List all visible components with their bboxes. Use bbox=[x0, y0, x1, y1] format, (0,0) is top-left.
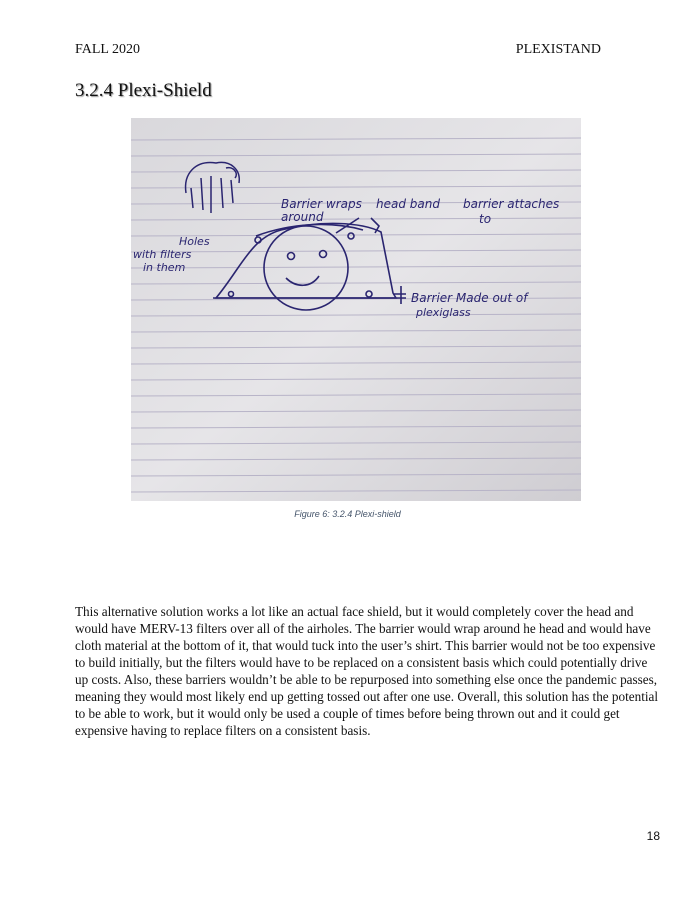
label-plexiglass: plexiglass bbox=[416, 306, 471, 319]
label-holes: Holes bbox=[179, 235, 210, 248]
label-with-filters: with filters bbox=[133, 248, 192, 261]
body-paragraph: This alternative solution works a lot like an actual face shield, but it would completely cover the head and would have MERV-13 filters over all of the airholes. The barrier would wrap around he head and would have cloth material at the bottom of it, that would tuck into the user’s shirt. This barrier would not be too expensive to build initially, but the filters would have to be replaced on a consistent basis which could potentially drive up costs. Also, these barriers wouldn’t be able to be repurposed into something else once the pandemic passes, meaning they would most likely end up getting tossed out after one use. Overall, this solution has the potential to be able to work, but it would only be used a couple of times before being thrown out and it could get expensive having to replace filters on a consistent basis. bbox=[75, 604, 659, 738]
header-left: FALL 2020 bbox=[75, 42, 140, 57]
label-barrier-made: Barrier Made out of bbox=[411, 291, 528, 305]
label-barrier-attaches: barrier attaches bbox=[463, 197, 560, 211]
label-headband: head band bbox=[376, 197, 440, 211]
notebook-sketch bbox=[131, 118, 581, 501]
page-number: 18 bbox=[646, 829, 660, 843]
label-to: to bbox=[479, 212, 492, 226]
figure-caption: Figure 6: 3.2.4 Plexi-shield bbox=[294, 509, 401, 519]
section-title: 3.2.4 Plexi-Shield bbox=[75, 80, 212, 101]
header-right: PLEXISTAND bbox=[515, 42, 601, 57]
figure-photo bbox=[131, 118, 581, 501]
label-barrier-wraps: Barrier wraps bbox=[281, 197, 362, 211]
label-in-them: in them bbox=[143, 261, 186, 274]
label-around: around bbox=[281, 210, 324, 224]
